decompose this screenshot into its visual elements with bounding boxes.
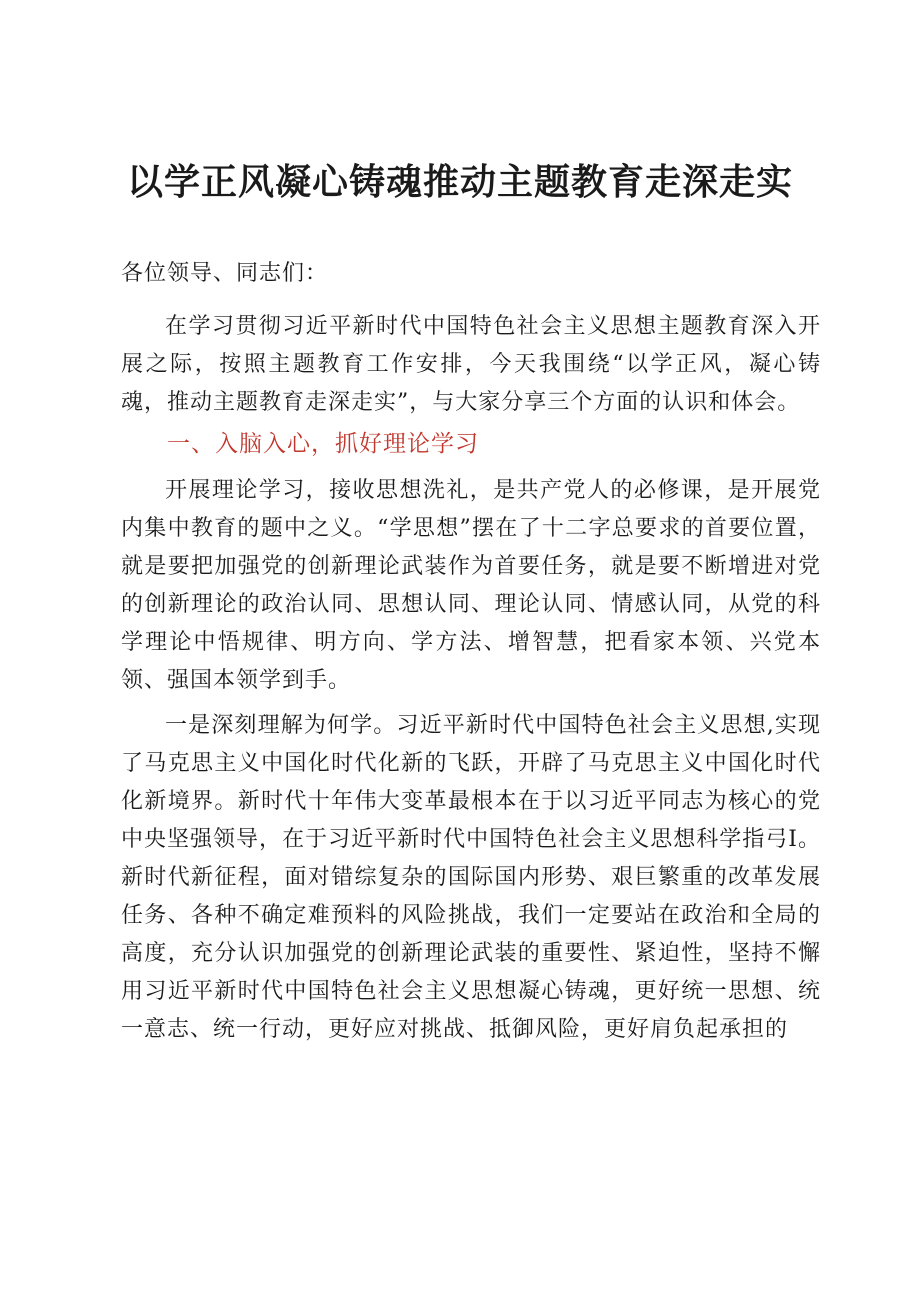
document-body: [121, 255, 821, 1056]
section-paragraph: 一是深刻理解为何学。习近平新时代中国特色社会主义思想,实现了马克思主义中国化时代化新的飞跃，开辟了马克思主义中国化时代化新境界。新时代十年伟大变革最根本在于以习近平同志为核心的党中央坚强领导，在于习近平新时代中国特色社会主义思想科学指弓I。新时代新征程，面对错综复杂的国际国内形势、艰巨繁重的改革发展任务、各种不确定难预料的风险挑战，我们一定要站在政治和全局的高度，充分认识加强党的创新理论武装的重要性、紧迫性，坚持不懈用习近平新时代中国特色社会主义思想凝心铸魂，更好统一思想、统一意志、统一行动，更好应对挑战、抵御风险，更好肩负起承担的: [121, 713, 821, 1042]
intro-paragraph: 在学习贯彻习近平新时代中国特色社会主义思想主题教育深入开展之际，按照主题教育工作安排，今天我围绕“以学正风，凝心铸魂，推动主题教育走深走实”，与大家分享三个方面的认识和体会。: [121, 314, 821, 415]
greeting: 各位领导、同志们：: [121, 261, 329, 286]
document-title: 以学正风凝心铸魂推动主题教育走深走实: [126, 162, 793, 203]
section-heading: 一、入脑入心，抓好理论学习: [167, 431, 479, 457]
section-paragraph: 开展理论学习，接收思想洗礼，是共产党人的必修课，是开展党内集中教育的题中之义。“学思想”摆在了十二字总要求的首要位置，就是要把加强党的创新理论武装作为首要任务，就是要不断增进对党的创新理论的政治认同、思想认同、理论认同、情感认同，从党的科学理论中悟规律、明方向、学方法、增智慧，把看家本领、兴党本领、强国本领学到手。: [121, 478, 821, 693]
